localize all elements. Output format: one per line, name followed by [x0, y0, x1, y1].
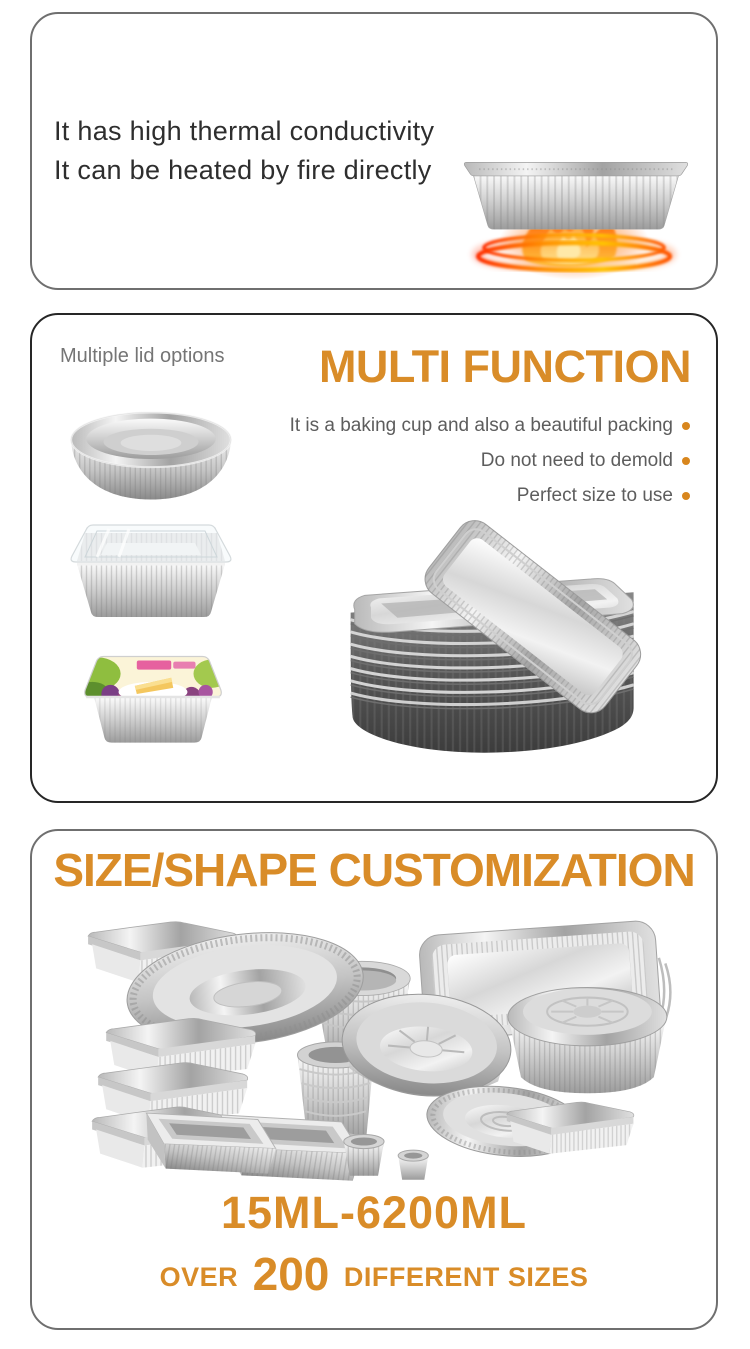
thermal-line-1: It has high thermal conductivity	[54, 116, 435, 146]
bullet-item	[290, 415, 690, 437]
size-customization-card	[30, 829, 718, 1330]
multi-function-card	[30, 313, 718, 803]
over-prefix: OVER	[159, 1262, 239, 1292]
size-customization-title: SIZE/SHAPE CUSTOMIZATION	[53, 844, 695, 896]
bullet-item	[481, 450, 690, 472]
round-foil-bowl-image	[62, 401, 240, 509]
over-count: 200	[252, 1248, 330, 1300]
sizes-count-line	[32, 1247, 716, 1301]
multi-function-title: MULTI FUNCTION	[318, 341, 692, 392]
thermal-card	[30, 12, 718, 290]
container-with-printed-lid-image	[72, 643, 234, 751]
foil-tray-over-fire-image	[450, 130, 702, 282]
multi-function-bullets	[290, 415, 690, 507]
bullet-dot-icon	[682, 457, 690, 465]
bullet-text: Do not need to demold	[480, 450, 673, 471]
container-with-clear-lid-image	[58, 511, 244, 627]
thermal-text	[54, 112, 434, 190]
bullet-text: Perfect size to use	[516, 485, 673, 506]
bullet-dot-icon	[682, 422, 690, 430]
thermal-line-2: It can be heated by fire directly	[54, 155, 432, 185]
volume-range-text: 15ML-6200ML	[220, 1187, 528, 1238]
bullet-dot-icon	[682, 492, 690, 500]
over-suffix: DIFFERENT SIZES	[343, 1262, 589, 1292]
assorted-foil-containers-image	[74, 915, 678, 1211]
stacked-foil-trays-image	[314, 495, 656, 773]
bullet-text: It is a baking cup and also a beautiful packing	[289, 415, 673, 436]
multiple-lid-options-label: Multiple lid options	[60, 345, 225, 367]
